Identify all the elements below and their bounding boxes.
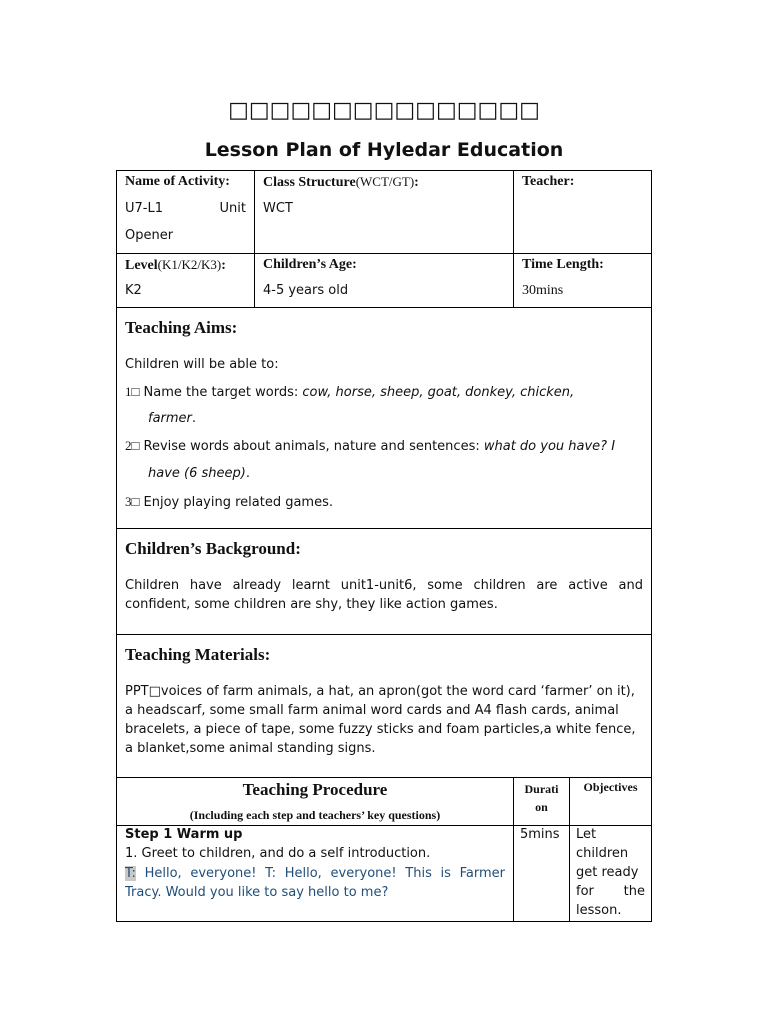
materials-heading: Teaching Materials: [125, 645, 271, 664]
teacher-speech [125, 864, 505, 902]
aim-sentence-cont: have (6 sheep) [148, 466, 246, 481]
procedure-subheading: (Including each step and teachers’ key questions) [189, 808, 441, 822]
aim-number: 3□ [125, 494, 140, 509]
time-value: 30mins [522, 283, 564, 298]
activity-unit: Unit [219, 201, 246, 216]
structure-label: Class Structure [263, 175, 356, 190]
aim-item-3 [125, 494, 643, 510]
level-label: Level [125, 258, 158, 273]
aims-intro: Children will be able to: [125, 357, 279, 372]
structure-label-line [263, 174, 505, 191]
time-label: Time Length: [522, 257, 604, 272]
objective-line: children [576, 846, 629, 861]
step-title: Step 1 Warm up [125, 827, 243, 842]
aim-item-2 [125, 438, 643, 454]
age-value: 4-5 years old [263, 283, 349, 298]
level-label-line [125, 257, 246, 274]
teacher-marker: T: [125, 866, 136, 881]
background-text: Children have already learnt unit1-unit6, some children are active and confident, some children are shy, they like action games. [125, 578, 643, 612]
background-cell [116, 528, 652, 635]
aim-number: 1□ [125, 384, 140, 399]
activity-label: Name of Activity: [125, 174, 230, 189]
aim-number: 2□ [125, 438, 140, 453]
level-hint: (K1/K2/K3) [157, 257, 222, 272]
activity-value-line2: Opener [125, 228, 174, 243]
aim-text: Revise words about animals, nature and sentences: [143, 439, 484, 454]
structure-hint: (WCT/GT) [355, 174, 415, 189]
age-label: Children’s Age: [263, 257, 357, 272]
procedure-header-cell [116, 777, 514, 826]
duration-header-cell [513, 777, 570, 826]
materials-cell [116, 634, 652, 778]
aim-text: Enjoy playing related games. [143, 495, 334, 510]
background-heading: Children’s Background: [125, 539, 301, 558]
teacher-cell [513, 170, 652, 254]
aim-period: . [245, 466, 250, 481]
structure-cell [254, 170, 514, 254]
chinese-title: □□□□□□□□□□□□□□□ [228, 98, 540, 123]
aim-text: Name the target words: [143, 385, 303, 400]
activity-code: U7-L1 [125, 201, 163, 216]
materials-text: PPT□voices of farm animals, a hat, an apron(got the word card ‘farmer’ on it), a headscarf, some small farm animal word cards and A4 flash cards, animal bracelets, a piece of tape, some fuzzy sticks and foam particles,a white fence, a blanket,some animal standing signs. [125, 684, 636, 756]
aim-item-2-cont [148, 466, 643, 481]
aim-item-1 [125, 384, 643, 400]
objectives-header-cell [569, 777, 652, 826]
page-title: Lesson Plan of Hyledar Education [204, 139, 564, 161]
objective-line: get ready [576, 865, 639, 880]
aim-sentence: what do you have? I [483, 439, 616, 454]
aim-target-word-farmer: farmer [148, 411, 192, 426]
procedure-step-cell [116, 825, 514, 922]
duration-cell [513, 825, 570, 922]
objective-line: lesson. [576, 903, 622, 918]
step-duration: 5mins [520, 827, 560, 842]
activity-cell [116, 170, 255, 254]
aim-item-1-cont [148, 411, 643, 426]
level-colon: : [221, 258, 226, 273]
level-value: K2 [125, 283, 142, 298]
step-line: 1. Greet to children, and do a self introduction. [125, 846, 431, 861]
aims-cell [116, 307, 652, 529]
level-cell [116, 253, 255, 308]
structure-colon: : [414, 175, 419, 190]
duration-header-b: on [535, 800, 548, 814]
objectives-header: Objectives [583, 780, 638, 794]
structure-value: WCT [263, 201, 293, 216]
aim-period: . [191, 411, 197, 426]
age-cell [254, 253, 514, 308]
teacher-speech-text: Hello, everyone! T: Hello, everyone! This is Farmer Tracy. Would you like to say hello to me? [125, 866, 505, 900]
aims-heading: Teaching Aims: [125, 318, 238, 337]
duration-header-a: Durati [524, 782, 559, 796]
objective-line: for the [576, 884, 645, 899]
objective-cell [569, 825, 652, 922]
procedure-heading: Teaching Procedure [242, 780, 388, 799]
teacher-label: Teacher: [522, 174, 575, 189]
time-cell [513, 253, 652, 308]
aim-target-words: cow, horse, sheep, goat, donkey, chicken, [302, 385, 575, 400]
activity-value-line1 [125, 201, 246, 216]
objective-line: Let [576, 827, 597, 842]
